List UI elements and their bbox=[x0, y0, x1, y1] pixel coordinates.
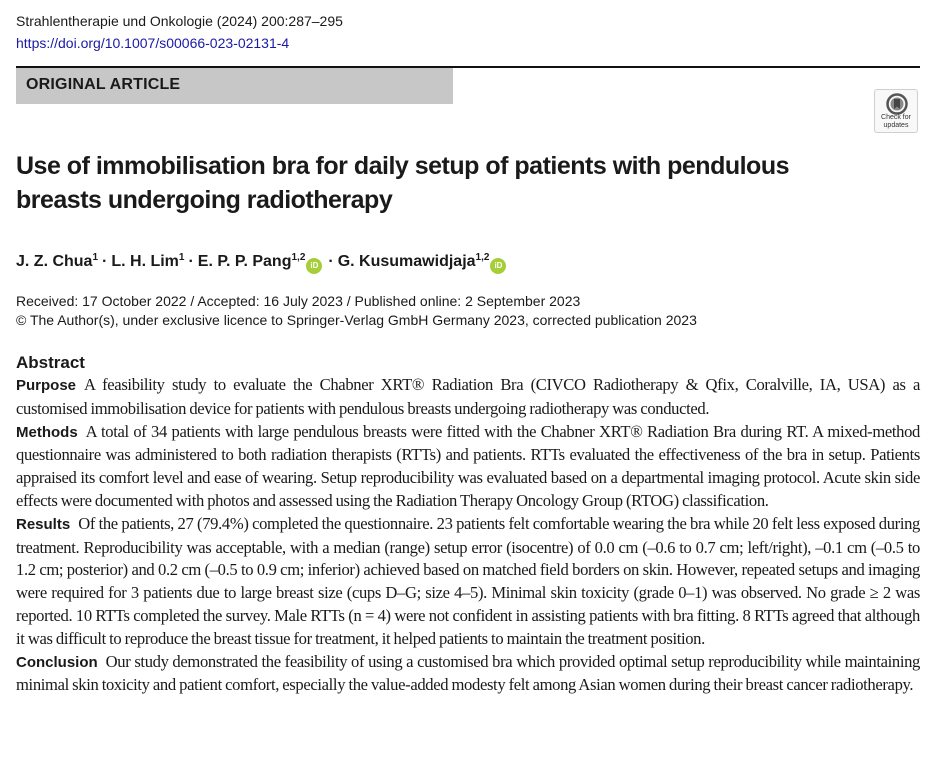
section-text: Of the patients, 27 (79.4%) completed the questionnaire. 23 patients felt comfortable wearing the bra while 20 felt less exposed during treatment. Reproducibility was acceptable, with a median (range) setup error (isocentre) of 0.0 cm (–0.6 to 0.7 cm; left/right), –0.1 cm (–0.5 to 1.2 cm; posterior) and 0.2 cm (–0.5 to 0.9 cm; inferior) achieved based on matched field borders on skin. However, repeated setups and imaging were required for 3 patients due to large breast size (cups D–G; size 4–5). Minimal skin toxicity (grade 0–1) was observed. No grade ≥ 2 was reported. 10 RTTs completed the survey. Male RTTs (n = 4) were not confident in assisting patients with bra fitting. 8 RTTs agreed that although it was difficult to reproduce the breast tissue for treatment, it helped patients to maintain the treatment position. bbox=[16, 513, 920, 648]
abstract-section-results bbox=[16, 513, 920, 651]
orcid-icon[interactable]: iD bbox=[490, 258, 506, 274]
section-label: Conclusion bbox=[16, 653, 98, 671]
section-text: A total of 34 patients with large pendulous breasts were fitted with the Chabner XRT® Radiation Bra during RT. A mixed-method questionnaire was administered to both radiation therapists (RTTs) and patients. RTTs evaluated the effectiveness of the bra in setup. Patients appraised its comfort level and ease of wearing. Setup reproducibility was evaluated based on a departmental imaging protocol. Acute skin side effects were documented with photos and assessed using the Radiation Therapy Oncology Group (RTOG) classification. bbox=[16, 421, 920, 510]
author-name[interactable]: G. Kusumawidjaja bbox=[337, 253, 476, 270]
author-affiliation: 1,2 bbox=[291, 252, 306, 263]
author-separator: · bbox=[328, 253, 334, 270]
author-separator: · bbox=[188, 253, 194, 270]
abstract-section-conclusion bbox=[16, 651, 920, 698]
check-updates-label: Check for updates bbox=[881, 114, 911, 129]
check-updates-icon bbox=[886, 93, 908, 115]
check-for-updates-button[interactable] bbox=[874, 89, 918, 133]
section-label: Purpose bbox=[16, 377, 77, 394]
section-text: Our study demonstrated the feasibility of using a customised bra which provided optimal setup reproducibility while maintaining minimal skin toxicity and patient comfort, especially the value-added modesty felt among Asian women during their breast cancer radiotherapy. bbox=[16, 651, 920, 695]
author-list bbox=[16, 247, 508, 274]
copyright-notice: © The Author(s), under exclusive licence to Springer-Verlag GmbH Germany 2023, corrected publication 2023 bbox=[16, 312, 697, 328]
author-affiliation: 1 bbox=[92, 252, 99, 263]
publication-dates: Received: 17 October 2022 / Accepted: 16 July 2023 / Published online: 2 September 2023 bbox=[16, 293, 581, 309]
doi-link[interactable]: https://doi.org/10.1007/s00066-023-02131-4 bbox=[16, 35, 290, 51]
journal-citation: Strahlentherapie und Onkologie (2024) 200:287–295 bbox=[16, 13, 343, 29]
article-type-label: ORIGINAL ARTICLE bbox=[26, 76, 181, 93]
abstract-section-methods bbox=[16, 421, 920, 513]
orcid-icon[interactable]: iD bbox=[306, 258, 322, 274]
article-title: Use of immobilisation bra for daily setup of patients with pendulous breasts undergoing radiotherapy bbox=[16, 152, 790, 214]
section-label: Results bbox=[16, 515, 71, 533]
author-name[interactable]: J. Z. Chua bbox=[16, 253, 93, 270]
abstract-section-purpose bbox=[16, 374, 920, 421]
author-name[interactable]: L. H. Lim bbox=[111, 253, 179, 270]
abstract-body bbox=[16, 374, 920, 697]
author-name[interactable]: E. P. P. Pang bbox=[197, 253, 292, 270]
author-affiliation: 1 bbox=[178, 252, 185, 263]
section-text: A feasibility study to evaluate the Chabner XRT® Radiation Bra (CIVCO Radiotherapy & Qfix, Coralville, IA, USA) as a customised immobilisation device for patients with pendulous breasts undergoing radiotherapy was conducted. bbox=[16, 375, 920, 418]
author-separator: · bbox=[102, 253, 108, 270]
abstract-heading: Abstract bbox=[16, 353, 85, 372]
author-affiliation: 1,2 bbox=[475, 252, 490, 263]
section-label: Methods bbox=[16, 423, 78, 441]
article-type-banner bbox=[16, 68, 453, 104]
